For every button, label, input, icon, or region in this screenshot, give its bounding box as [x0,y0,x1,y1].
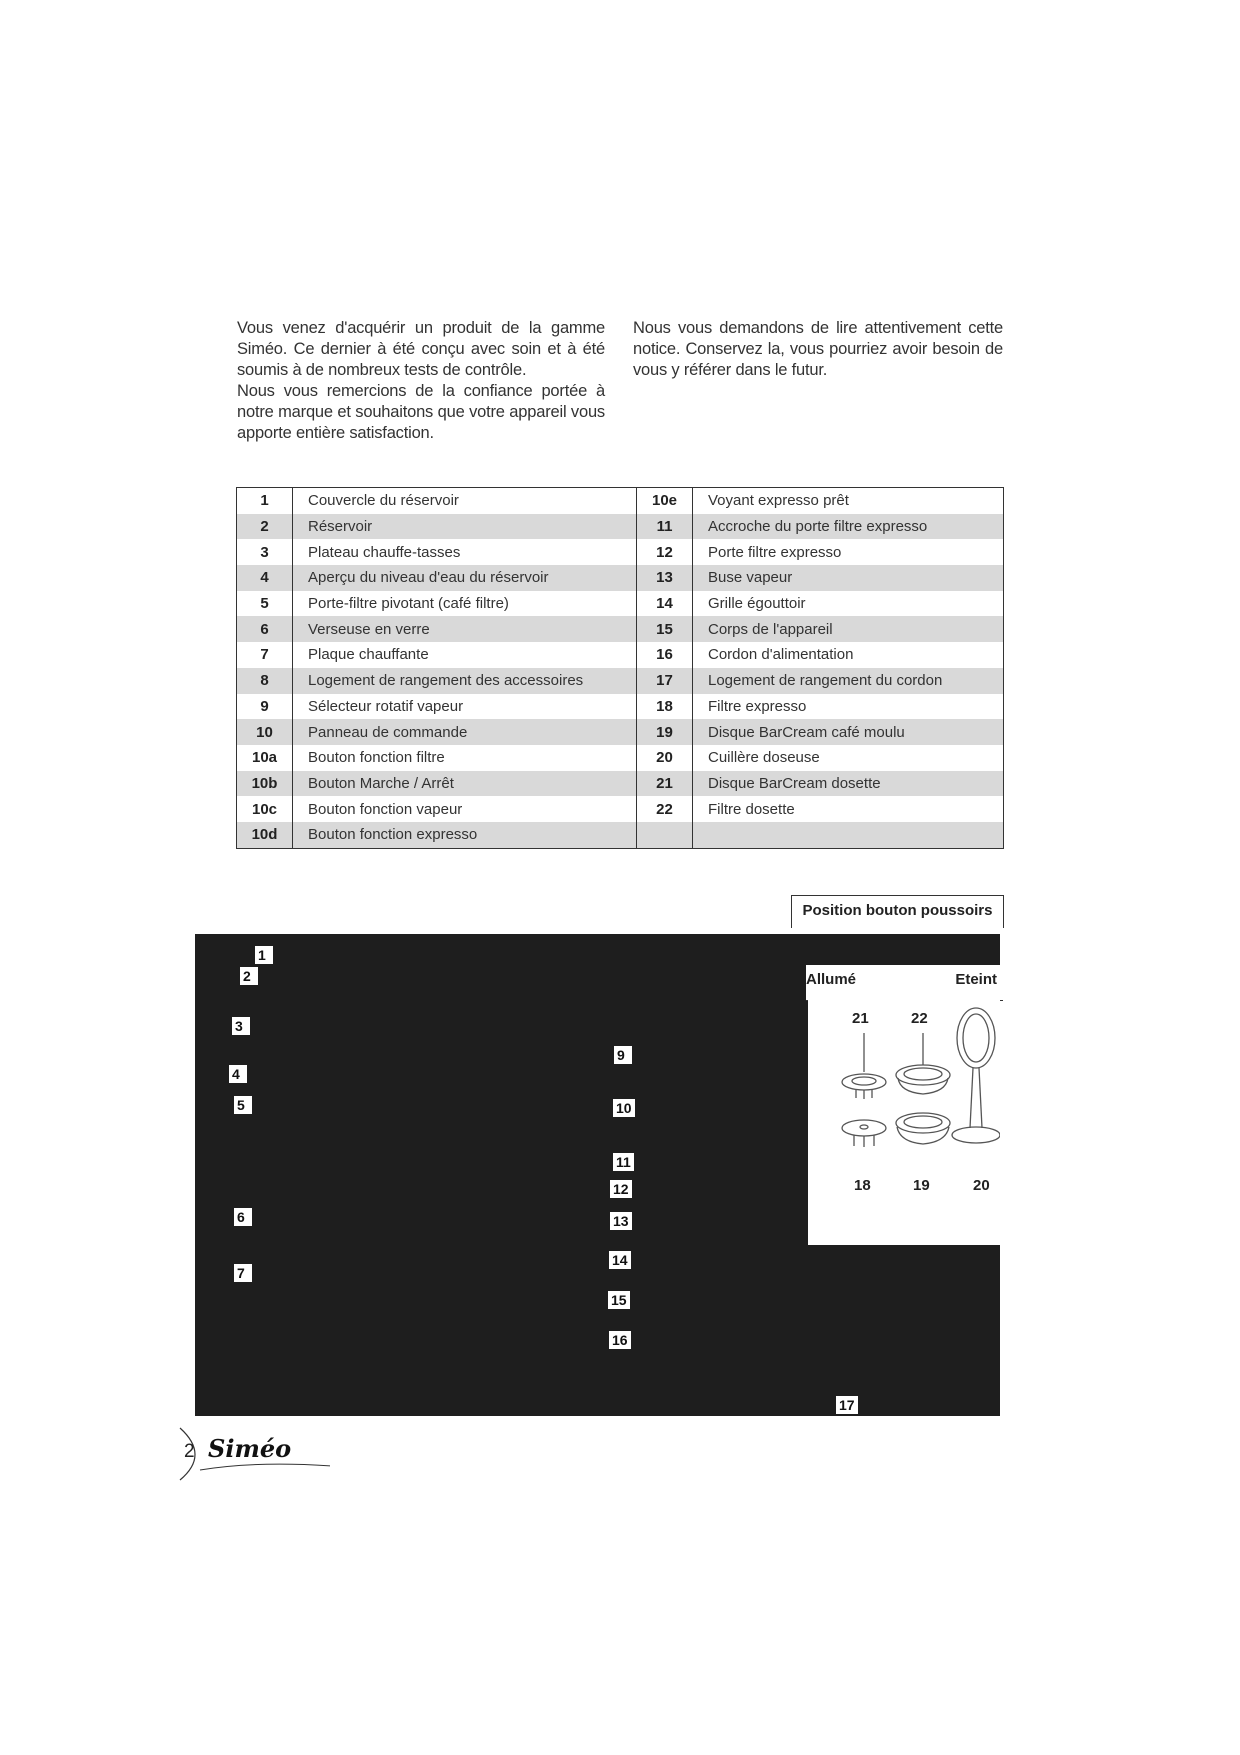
accessory-number: 21 [852,1010,869,1027]
callout-1: 1 [255,946,273,964]
parts-table [236,487,1004,849]
part-number: 10d [237,822,293,848]
part-label: Verseuse en verre [293,616,637,642]
part-label: Disque BarCream dosette [693,771,1004,797]
legend-title: Position bouton poussoirs [791,895,1004,928]
brand-logo: Siméo [208,1434,292,1463]
parts-row [237,694,1004,720]
part-number: 5 [237,591,293,617]
intro-right-column [633,318,1003,381]
parts-row [237,514,1004,540]
part-number: 21 [637,771,693,797]
parts-row [237,719,1004,745]
part-number: 19 [637,719,693,745]
callout-11: 11 [613,1153,634,1171]
part-label: Corps de l'appareil [693,616,1004,642]
accessory-number: 19 [913,1177,930,1194]
callout-7: 7 [234,1264,252,1282]
part-number [637,822,693,848]
part-label: Bouton Marche / Arrêt [293,771,637,797]
legend-on-label: Allumé [806,971,857,988]
part-label: Cordon d'alimentation [708,646,854,664]
callout-10: 10 [613,1099,635,1117]
callout-2: 2 [240,967,258,985]
part-label: Logement de rangement des accessoires [293,668,637,694]
callout-4: 4 [229,1065,247,1083]
part-label: Sélecteur rotatif vapeur [293,694,637,720]
part-number: 10a [237,745,293,771]
part-label: Filtre expresso [708,697,807,715]
part-number: 17 [637,668,693,694]
part-number: 20 [637,745,693,771]
accessory-number: 20 [973,1177,990,1194]
legend-off-label: Eteint [955,971,997,988]
part-label [693,822,1004,848]
part-number: 3 [237,539,293,565]
accessories-illustration [808,1000,1000,1175]
part-number: 9 [237,694,293,720]
part-number: 2 [237,514,293,540]
part-label: Filtre dosette [708,800,795,818]
part-number: 8 [237,668,293,694]
part-label: Bouton fonction filtre [293,745,637,771]
part-number: 10e [637,488,693,514]
page-number: 2 [184,1441,195,1462]
parts-row [237,668,1004,694]
intro-paragraph: Nous vous demandons de lire attentivement cette notice. Conservez la, vous pourriez avoir besoin de vous y référer dans le futur. [633,319,1003,379]
callout-6: 6 [234,1208,252,1226]
filter-expresso-icon [842,1120,886,1136]
parts-row [237,771,1004,797]
part-label: Couvercle du réservoir [293,488,637,514]
part-number: 18 [637,694,693,720]
parts-row [237,642,1004,668]
parts-row [237,539,1004,565]
part-number: 14 [637,591,693,617]
part-number: 10 [237,719,293,745]
part-number: 15 [637,616,693,642]
part-label: Accroche du porte filtre expresso [693,514,1004,540]
part-label: Plateau chauffe-tasses [293,539,637,565]
parts-row [237,616,1004,642]
part-number: 13 [637,565,693,591]
part-number: 1 [237,488,293,514]
parts-row [237,796,1004,822]
part-label: Voyant expresso prêt [708,492,849,510]
part-label: Grille égouttoir [708,595,806,613]
callout-9: 9 [614,1046,632,1064]
parts-row [237,822,1004,848]
legend-states [806,965,1003,1001]
parts-row [237,745,1004,771]
accessories-panel [808,1000,1000,1245]
part-label: Logement de rangement du cordon [693,668,1004,694]
part-label: Plaque chauffante [293,642,637,668]
part-label: Disque BarCream café moulu [693,719,1004,745]
parts-row [237,591,1004,617]
callout-16: 16 [609,1331,631,1349]
part-number: 16 [637,642,693,668]
accessory-number: 22 [911,1010,928,1027]
accessory-number: 18 [854,1177,871,1194]
callout-14: 14 [609,1251,631,1269]
part-number: 6 [237,616,293,642]
intro-left-column [237,318,605,444]
part-number: 7 [237,642,293,668]
part-number: 22 [637,796,693,822]
part-label: Aperçu du niveau d'eau du réservoir [293,565,637,591]
part-number: 11 [637,514,693,540]
callout-3: 3 [232,1017,250,1035]
callout-13: 13 [610,1212,632,1230]
part-label: Buse vapeur [693,565,1004,591]
callout-12: 12 [610,1180,632,1198]
part-label: Panneau de commande [293,719,637,745]
part-label: Bouton fonction expresso [293,822,637,848]
intro-paragraph: Nous vous remercions de la confiance portée à notre marque et souhaitons que votre appareil vous apporte entière satisfaction. [237,382,605,442]
part-label: Porte filtre expresso [708,543,842,561]
part-label: Porte-filtre pivotant (café filtre) [293,591,637,617]
parts-row [237,488,1004,514]
part-label: Bouton fonction vapeur [293,796,637,822]
parts-row [237,565,1004,591]
part-number: 4 [237,565,293,591]
callout-5: 5 [234,1096,252,1114]
part-label: Cuillère doseuse [708,749,820,767]
callout-15: 15 [608,1291,630,1309]
part-label: Réservoir [293,514,637,540]
part-number: 10c [237,796,293,822]
intro-paragraph: Vous venez d'acquérir un produit de la gamme Siméo. Ce dernier à été conçu avec soin et à été soumis à de nombreux tests de contrôle. [237,319,605,379]
part-number: 10b [237,771,293,797]
part-number: 12 [637,539,693,565]
callout-17: 17 [836,1396,858,1414]
